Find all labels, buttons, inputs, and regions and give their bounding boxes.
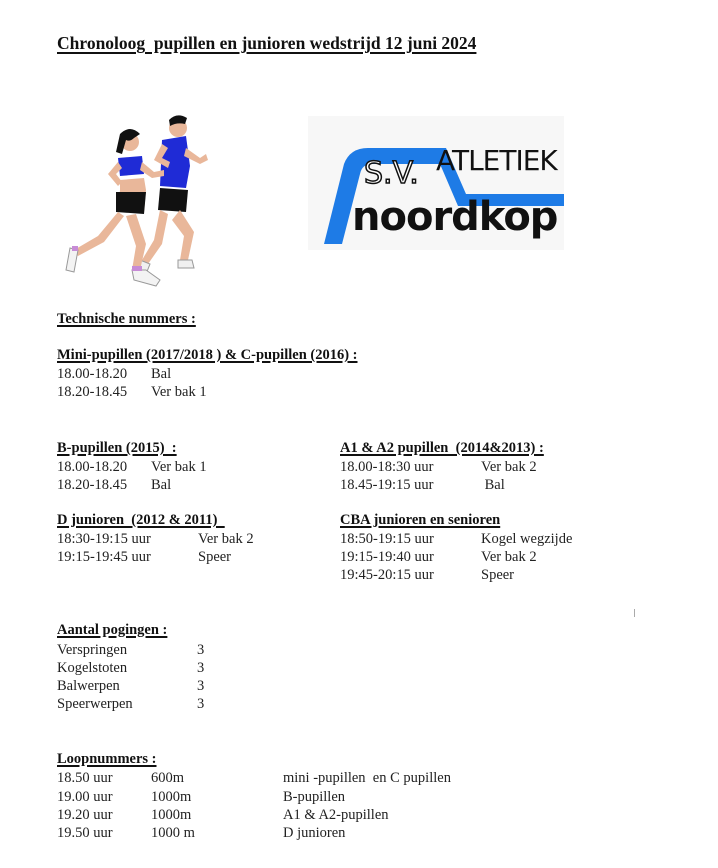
schedule-time: 19:45-20:15 uur (340, 567, 434, 583)
schedule-time: 19:15-19:40 uur (340, 549, 434, 565)
loop-distance: 1000m (151, 807, 192, 823)
document-title: Chronoloog pupillen en junioren wedstrijd 12 juni 2024 (57, 33, 477, 53)
loop-group: B-pupillen (283, 789, 346, 805)
loop-distance: 600m (151, 770, 185, 786)
schedule-time: 18:30-19:15 uur (57, 531, 151, 547)
schedule-time: 18.00-18.20 (57, 366, 128, 382)
mini-pupillen-heading: Mini-pupillen (2017/2018 ) & C-pupillen (2016) : (57, 347, 358, 363)
schedule-event: Ver bak 1 (151, 459, 207, 475)
schedule-time: 18.20-18.45 (57, 477, 128, 493)
loop-distance: 1000 m (151, 825, 195, 841)
schedule-event: Ver bak 2 (481, 549, 537, 565)
pogingen-count: 3 (197, 642, 205, 658)
logo-name-text: noordkop (352, 194, 558, 240)
b-pupillen-heading: B-pupillen (2015) : (57, 440, 177, 456)
loop-time: 19.50 uur (57, 825, 113, 841)
pogingen-count: 3 (197, 696, 205, 712)
pogingen-count: 3 (197, 660, 205, 676)
schedule-time: 19:15-19:45 uur (57, 549, 151, 565)
loop-time: 19.20 uur (57, 807, 113, 823)
pogingen-event: Verspringen (57, 642, 128, 658)
club-logo (308, 116, 564, 250)
runners-illustration (52, 92, 207, 277)
schedule-event: Bal (151, 477, 172, 493)
schedule-event: Bal (151, 366, 172, 382)
pogingen-event: Speerwerpen (57, 696, 133, 712)
schedule-event: Ver bak 2 (198, 531, 254, 547)
schedule-event: Speer (481, 567, 515, 583)
loop-time: 18.50 uur (57, 770, 113, 786)
loop-group: D junioren (283, 825, 346, 841)
cba-heading: CBA junioren en senioren (340, 512, 501, 528)
loop-distance: 1000m (151, 789, 192, 805)
pogingen-event: Kogelstoten (57, 660, 128, 676)
schedule-time: 18.00-18:30 uur (340, 459, 434, 475)
schedule-time: 18.00-18.20 (57, 459, 128, 475)
schedule-time: 18.20-18.45 (57, 384, 128, 400)
schedule-time: 18:50-19:15 uur (340, 531, 434, 547)
loop-heading: Loopnummers : (57, 751, 157, 767)
logo-atletiek-text: ATLETIEK (436, 144, 557, 177)
loop-time: 19.00 uur (57, 789, 113, 805)
a-pupillen-heading: A1 & A2 pupillen (2014&2013) : (340, 440, 544, 456)
schedule-event: Speer (198, 549, 232, 565)
pogingen-heading: Aantal pogingen : (57, 622, 168, 638)
schedule-event: Ver bak 1 (151, 384, 207, 400)
loop-group: A1 & A2-pupillen (283, 807, 389, 823)
logo-sv-text: S.V. (364, 156, 419, 191)
loop-group: mini -pupillen en C pupillen (283, 770, 451, 786)
runners-icon (60, 110, 215, 295)
schedule-time: 18.45-19:15 uur (340, 477, 434, 493)
d-junioren-heading: D junioren (2012 & 2011) (57, 512, 225, 528)
stray-mark (634, 609, 635, 617)
technische-heading: Technische nummers : (57, 311, 196, 327)
schedule-event: Ver bak 2 (481, 459, 537, 475)
schedule-event: Kogel wegzijde (481, 531, 573, 547)
schedule-event: Bal (481, 477, 505, 493)
pogingen-event: Balwerpen (57, 678, 120, 694)
pogingen-count: 3 (197, 678, 205, 694)
